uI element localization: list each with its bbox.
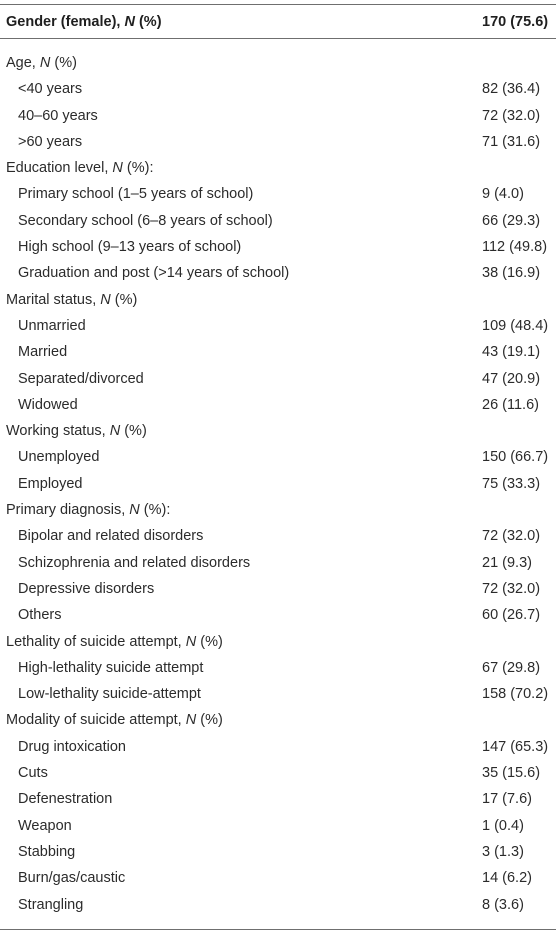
table-row (0, 208, 556, 234)
group-label (6, 418, 147, 444)
row-label: Secondary school (6–8 years of school) (18, 212, 273, 229)
table-row (0, 523, 556, 549)
row-label: Bipolar and related disorders (18, 528, 204, 545)
row-label: High school (9–13 years of school) (18, 239, 242, 256)
row-label: 40–60 years (18, 107, 98, 124)
group-label-suffix: (%): (139, 502, 171, 519)
row-value: 109 (48.4) (482, 317, 549, 334)
table-row (0, 366, 556, 392)
group-label-n: N (39, 55, 51, 71)
table-row (0, 392, 556, 418)
row-value: 35 (15.6) (482, 765, 541, 782)
group-label-suffix: (%) (196, 712, 223, 729)
row-label: Strangling (18, 896, 84, 913)
row-value: 66 (29.3) (482, 212, 541, 229)
row-value: 1 (0.4) (482, 817, 524, 834)
table-header-row (0, 5, 556, 38)
table-row (0, 313, 556, 339)
table-row (0, 339, 556, 365)
row-label: High-lethality suicide attempt (18, 659, 204, 676)
row-value: 17 (7.6) (482, 791, 532, 808)
row-label: Married (18, 344, 68, 361)
row-label: Defenestration (18, 791, 113, 808)
row-value: 147 (65.3) (482, 738, 549, 755)
group-label-prefix: Primary diagnosis, (6, 502, 130, 519)
group-label-suffix: (%) (120, 423, 147, 440)
group-label-prefix: Marital status, (6, 291, 101, 308)
group-label-suffix: (%) (196, 633, 223, 650)
group-label (6, 497, 170, 523)
table-row (0, 471, 556, 497)
table-group-row (0, 418, 556, 444)
row-value: 72 (32.0) (482, 107, 541, 124)
group-label-n: N (100, 291, 111, 308)
table-row (0, 892, 556, 918)
table-row (0, 813, 556, 839)
table-row (0, 655, 556, 681)
row-value: 112 (49.8) (482, 239, 548, 256)
group-label-n: N (129, 502, 140, 519)
table-row (0, 550, 556, 576)
table-group-row (0, 50, 556, 76)
group-label-suffix: (%) (50, 55, 77, 71)
table-row (0, 444, 556, 470)
group-label (6, 155, 154, 181)
group-label (6, 287, 137, 313)
row-label: Low-lethality suicide-attempt (18, 686, 201, 703)
row-value: 26 (11.6) (482, 396, 539, 413)
row-label: <40 years (18, 81, 83, 98)
header-label (6, 14, 162, 30)
row-label: Others (18, 607, 62, 624)
row-value: 60 (26.7) (482, 607, 541, 624)
table-body (0, 50, 556, 918)
row-value: 75 (33.3) (482, 475, 541, 492)
row-label: Employed (18, 475, 83, 492)
row-value: 82 (36.4) (482, 81, 541, 98)
row-label: >60 years (18, 133, 83, 150)
row-label: Depressive disorders (18, 580, 155, 597)
row-label: Separated/divorced (18, 370, 144, 387)
table-row (0, 602, 556, 628)
group-label-n: N (185, 712, 197, 729)
table-group-row (0, 707, 556, 733)
table-group-row (0, 497, 556, 523)
group-label-n: N (109, 423, 121, 440)
header-value: 170 (75.6) (482, 13, 549, 30)
table-row (0, 760, 556, 786)
group-label (6, 50, 77, 76)
group-label-prefix: Education level, (6, 160, 113, 177)
header-label-n: N (124, 13, 135, 30)
row-value: 14 (6.2) (482, 870, 532, 887)
row-value: 3 (1.3) (482, 843, 524, 860)
row-value: 38 (16.9) (482, 265, 541, 282)
row-label: Weapon (18, 817, 72, 834)
row-value: 150 (66.7) (482, 449, 549, 466)
row-value: 158 (70.2) (482, 686, 549, 703)
group-label (6, 629, 223, 655)
group-label-prefix: Modality of suicide attempt, (6, 712, 186, 729)
row-label: Graduation and post (>14 years of school) (18, 265, 290, 282)
row-label: Schizophrenia and related disorders (18, 554, 251, 571)
row-value: 43 (19.1) (482, 344, 541, 361)
row-label: Unmarried (18, 317, 86, 334)
group-label-n: N (185, 633, 197, 650)
table-row (0, 260, 556, 286)
table-group-row (0, 629, 556, 655)
row-value: 47 (20.9) (482, 370, 541, 387)
row-label: Stabbing (18, 843, 76, 860)
table-row (0, 839, 556, 865)
row-value: 71 (31.6) (482, 133, 541, 150)
row-label: Primary school (1–5 years of school) (18, 186, 254, 203)
row-value: 72 (32.0) (482, 528, 541, 545)
group-label-prefix: Lethality of suicide attempt, (6, 633, 186, 650)
row-value: 8 (3.6) (482, 896, 524, 913)
table-bottom-rule (0, 929, 556, 930)
row-value: 67 (29.8) (482, 659, 541, 676)
group-label-n: N (112, 160, 123, 177)
table-row (0, 681, 556, 707)
table-row (0, 129, 556, 155)
group-label-prefix: Working status, (6, 423, 110, 440)
table-row (0, 786, 556, 812)
row-label: Widowed (18, 396, 78, 413)
row-label: Cuts (18, 765, 48, 782)
table-row (0, 181, 556, 207)
group-label-prefix: Age, (6, 55, 40, 71)
row-label: Unemployed (18, 449, 100, 466)
table-group-row (0, 287, 556, 313)
table-row (0, 734, 556, 760)
row-label: Burn/gas/caustic (18, 870, 126, 887)
row-value: 72 (32.0) (482, 580, 541, 597)
table-row (0, 234, 556, 260)
row-label: Drug intoxication (18, 738, 126, 755)
table-row (0, 103, 556, 129)
header-label-suffix: (%) (134, 13, 162, 30)
row-value: 21 (9.3) (482, 554, 532, 571)
group-label-suffix: (%) (110, 291, 138, 308)
group-label-suffix: (%): (122, 160, 154, 177)
table-row (0, 76, 556, 102)
header-label-prefix: Gender (female), (6, 13, 125, 30)
table-group-row (0, 155, 556, 181)
table-row (0, 576, 556, 602)
group-label (6, 707, 223, 733)
row-value: 9 (4.0) (482, 186, 524, 203)
table-row (0, 865, 556, 891)
table-header-rule (0, 38, 556, 39)
